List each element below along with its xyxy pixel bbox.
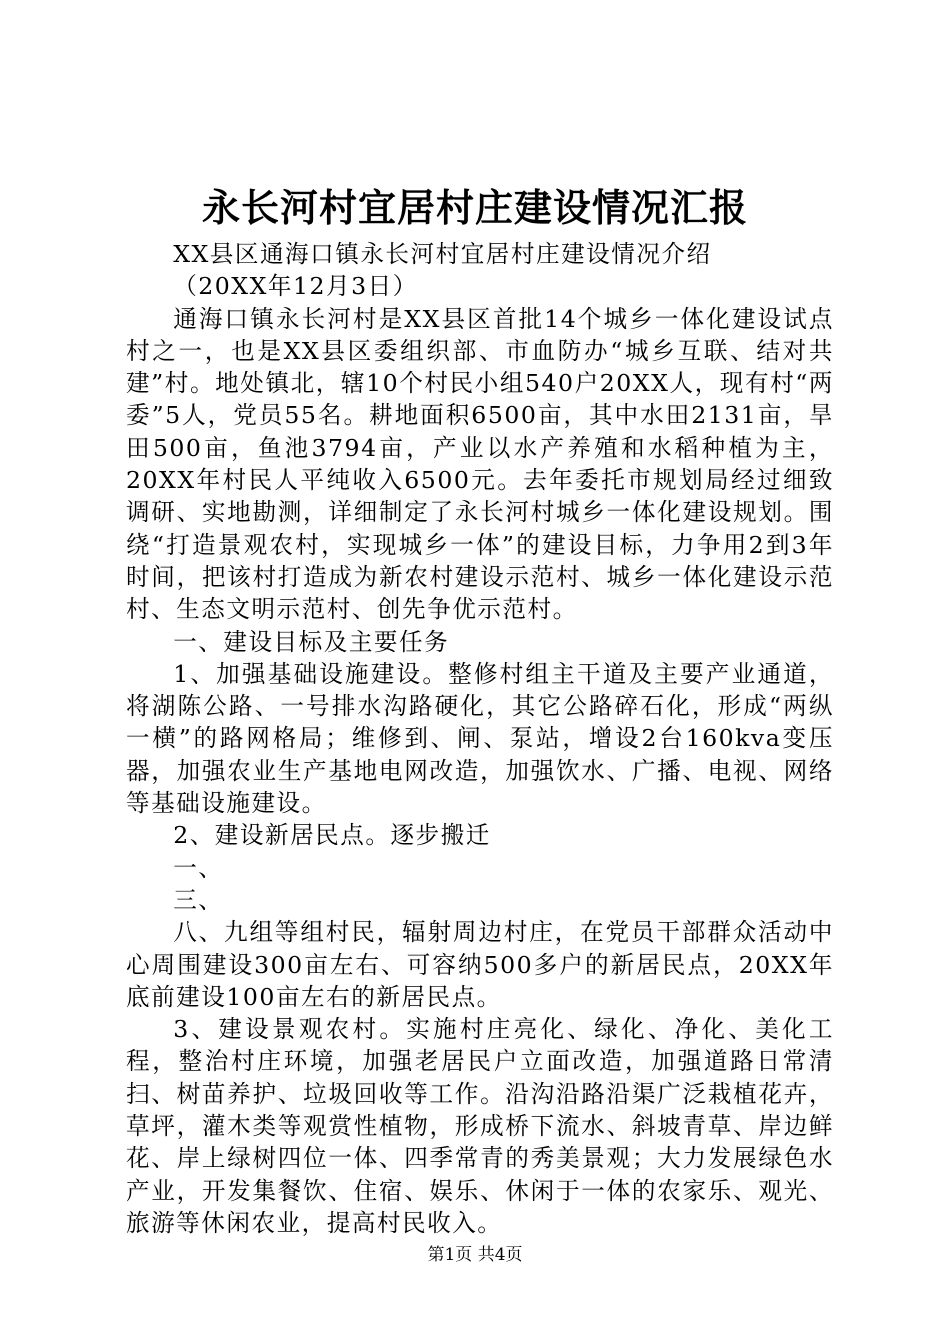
- date-line: （20XX年12月3日）: [173, 272, 418, 301]
- paragraph-new-settlement: 2、建设新居民点。逐步搬迁: [173, 821, 491, 850]
- paragraph-fragment-one: 一、: [173, 853, 224, 882]
- document-body: [126, 238, 834, 1239]
- paragraph-infrastructure: 1、加强基础设施建设。整修村组主干道及主要产业通道，将湖陈公路、一号排水沟路硬化，其它公路碎石化，形成“两纵一横”的路网格局；维修到、闸、泵站，增设2台160kva变压器，加强农业生产基地电网改造，加强饮水、广播、电视、网络等基础设施建设。: [126, 659, 834, 818]
- page-footer: 第1页 共4页: [427, 1245, 523, 1265]
- subtitle: XX县区通海口镇永长河村宜居村庄建设情况介绍: [173, 240, 712, 268]
- paragraph-landscape: 3、建设景观农村。实施村庄亮化、绿化、净化、美化工程，整治村庄环境，加强老居民户立面改造，加强道路日常清扫、树苗养护、垃圾回收等工作。沿沟沿路沿渠广泛栽植花卉，草坪，灌木类等观赏性植物，形成桥下流水、斜坡青草、岸边鲜花、岸上绿树四位一体、四季常青的秀美景观；大力发展绿色水产业，开发集餐饮、住宿、娱乐、休闲于一体的农家乐、观光、旅游等休闲农业，提高村民收入。: [126, 1015, 834, 1237]
- document-title: 永长河村宜居村庄建设情况汇报: [201, 185, 748, 230]
- paragraph-settlement-detail: 八、九组等组村民，辐射周边村庄，在党员干部群众活动中心周围建设300亩左右、可容纳500多户的新居民点，20XX年底前建设100亩左右的新居民点。: [126, 918, 834, 1011]
- paragraph-intro: 通海口镇永长河村是XX县区首批14个城乡一体化建设试点村之一，也是XX县区委组织部、市血防办“城乡互联、结对共建”村。地处镇北，辖10个村民小组540户20XX人，现有村“两委”5人，党员55名。耕地面积6500亩，其中水田2131亩，旱田500亩，鱼池3794亩，产业以水产养殖和水稻种植为主，20XX年村民人平纯收入6500元。去年委托市规划局经过细致调研、实地勘测，详细制定了永长河村城乡一体化建设规划。围绕“打造景观农村，实现城乡一体”的建设目标，力争用2到3年时间，把该村打造成为新农村建设示范村、城乡一体化建设示范村、生态文明示范村、创先争优示范村。: [126, 304, 834, 624]
- section-heading: 一、建设目标及主要任务: [173, 627, 450, 656]
- paragraph-fragment-three: 三、: [173, 885, 224, 914]
